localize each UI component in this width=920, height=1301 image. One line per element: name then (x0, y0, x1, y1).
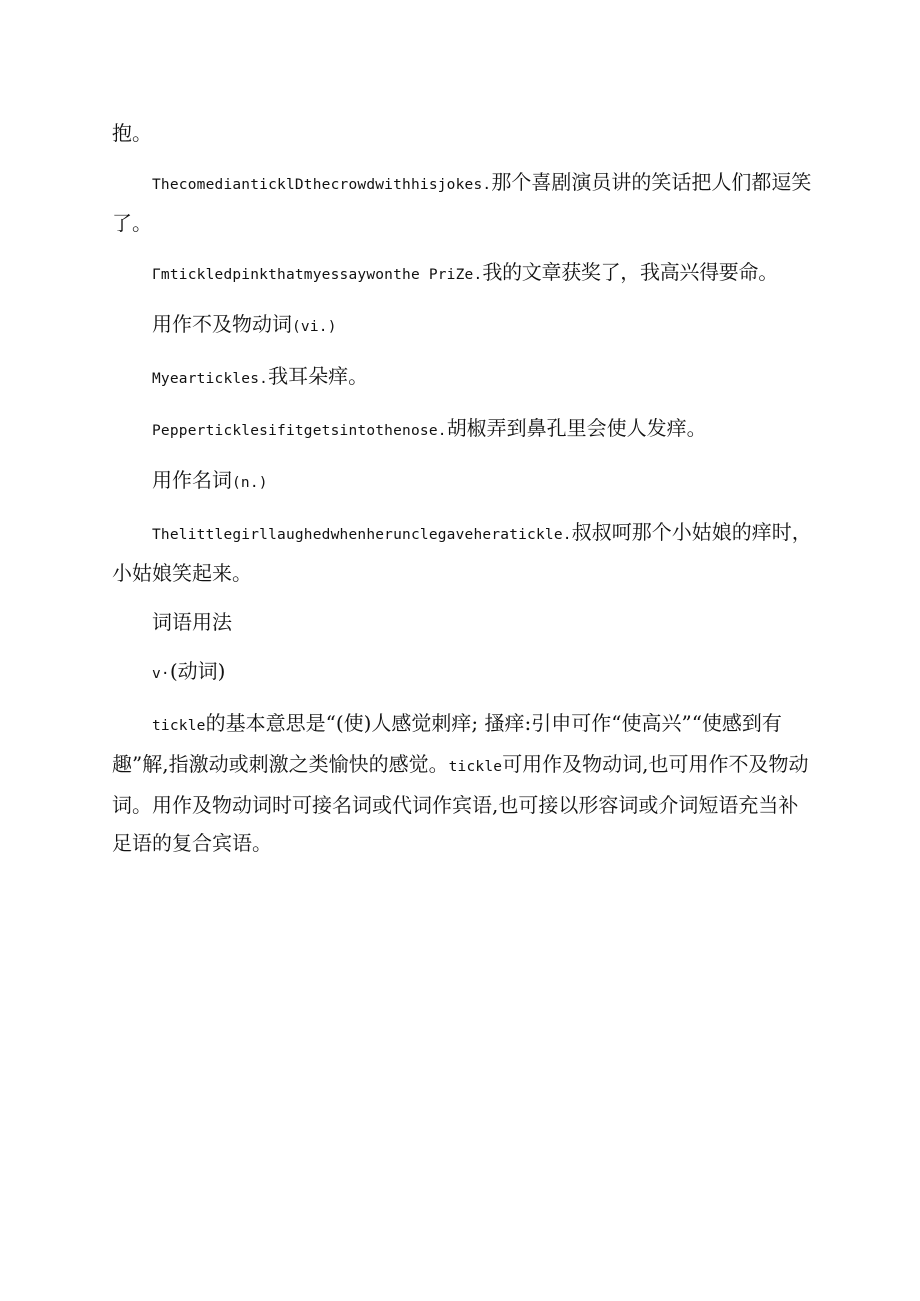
chinese-translation: 叔叔呵那个小姑娘的痒时，小姑娘笑起来。 (112, 520, 812, 585)
section-heading-verb (112, 652, 812, 693)
english-text: Pepperticklesifitgetsintothenose. (152, 423, 447, 439)
english-text: Myeartickles. (152, 371, 269, 387)
chinese-translation: 我耳朵痒。 (268, 364, 369, 388)
chinese-text: (动词) (169, 659, 226, 683)
english-text: Thelittlegirllaughedwhenherunclegaveheratickle. (152, 527, 572, 543)
chinese-translation: 那个喜剧演员讲的笑话把人们都逗笑了。 (112, 170, 812, 235)
example-sentence-prize (112, 253, 812, 294)
chinese-text: 词语用法 (152, 610, 232, 634)
example-sentence-pepper (112, 409, 812, 450)
chinese-text: 用作不及物动词 (152, 312, 292, 336)
chinese-text: 用作名词 (152, 468, 232, 492)
document-page (112, 114, 812, 873)
english-text: Γmtickledpinkthatmyessaywonthe PriZe. (152, 267, 483, 283)
section-heading-intransitive (112, 305, 812, 346)
example-sentence-ear (112, 357, 812, 398)
section-heading-usage (112, 603, 812, 641)
paragraph-continuation (112, 114, 812, 152)
english-term: tickle (448, 759, 503, 775)
part-of-speech: (vi.) (292, 319, 337, 335)
example-sentence-girl (112, 513, 812, 592)
chinese-explanation: 可用作及物动词,也可用作不及物动词。用作及物动词时可接名词或代词作宾语,也可接以形容词或介词短语充当补足语的复合宾语。 (112, 752, 809, 855)
usage-explanation (112, 704, 812, 862)
chinese-translation: 我的文章获奖了，我高兴得要命。 (482, 260, 778, 284)
part-of-speech: (n.) (232, 475, 268, 491)
chinese-text: 抱。 (112, 121, 152, 145)
chinese-translation: 胡椒弄到鼻孔里会使人发痒。 (446, 416, 707, 440)
example-sentence-comedian (112, 163, 812, 242)
english-term: tickle (152, 718, 206, 734)
part-of-speech: v· (152, 666, 170, 682)
section-heading-noun (112, 461, 812, 502)
chinese-explanation: 的基本意思是“(使)人感觉刺痒; 搔痒:引申可作“使高兴”“使感到有趣”解,指激动或刺激之类愉快的感觉。 (112, 711, 782, 776)
english-text: ThecomedianticklDthecrowdwithhisjokes. (152, 177, 492, 193)
